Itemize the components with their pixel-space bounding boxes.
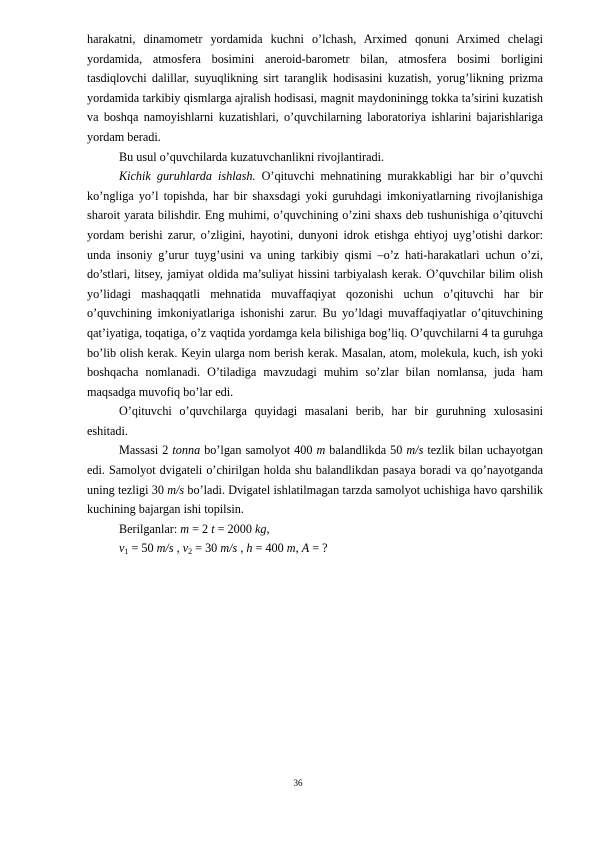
problem-text: balandlikda 50 — [325, 443, 407, 458]
formula-text: , — [173, 541, 183, 556]
body-text — [87, 30, 543, 559]
given-label: Berilganlar: — [119, 521, 181, 536]
page-number: 36 — [293, 778, 303, 788]
paragraph-small-groups — [87, 167, 543, 402]
problem-text: bo’ladi. Dvigatel ishlatilmagan tarzda samolyot uchishiga havo qarshilik kuchining bajargan ishi topilsin. — [87, 482, 544, 517]
formula-text: , — [295, 541, 302, 556]
problem-text: tezlik bilan uchayotgan edi. Samolyot dvigateli o’chirilgan holda shu balandlikdan pasaya boradi va qo’nayotganda uning tezligi 30 — [87, 443, 543, 497]
var-h: h — [246, 541, 253, 556]
values-line — [87, 539, 543, 559]
unit-m-per-s: m/s — [167, 482, 185, 497]
var-v: v — [182, 541, 189, 556]
given-line — [87, 520, 543, 540]
unit-m-per-s: m/s — [156, 541, 174, 556]
paragraph-problem — [87, 441, 543, 519]
subscript-2: 2 — [188, 547, 193, 557]
problem-text: bo’lgan samolyot 400 — [200, 443, 317, 458]
subscript-1: 1 — [124, 547, 129, 557]
paragraph-text: O’qituvchi o’quvchilarga quyidagi masalani berib, har bir guruhning xulosasini eshitadi. — [87, 404, 543, 438]
formula-text: = 50 — [128, 541, 157, 556]
unit-m-per-s: m/s — [220, 541, 238, 556]
paragraph-text: Bu usul o’quvchilarda kuzatuvchanlikni rivojlantiradi. — [119, 149, 385, 164]
unit-m-per-s: m/s — [406, 443, 424, 458]
formula-text: = 30 — [192, 541, 221, 556]
formula-text: = ? — [309, 541, 328, 556]
paragraph-demonstrations — [87, 30, 543, 148]
unit-t: t — [211, 521, 215, 536]
var-m: m — [180, 521, 190, 536]
unit-kg: kg — [254, 521, 267, 536]
formula-text: = 2 — [189, 521, 212, 536]
unit-m: m — [286, 541, 296, 556]
problem-text: Massasi 2 — [119, 443, 173, 458]
paragraph-text: harakatni, dinamometr yordamida kuchni o’lchash, Arximed qonuni Arximed chelagi yordamida, atmosfera bosimini aneroid-barometr bilan, atmosfera bosimi borligini tasdiqlovchi dalillar, suyuqlikning sirt taranglik hodisasini kuzatish, yorug’likning prizma yordamida tarkibiy qismlarga ajralish hodisasi, magnit maydoniningg tokka ta’sirini kuzatish va boshqa namoyishlarni kuzatishlari, o’quvchilarning laboratoriya ishlarini bajarishlariga yordam beradi. — [87, 32, 543, 144]
section-lead-italic: Kichik guruhlarda ishlash. — [119, 169, 256, 184]
var-v: v — [119, 541, 125, 556]
paragraph-text: O’qituvchi mehnatining murakkabligi har bir o’quvchi ko’ngliga yo’l topishda, har bir shaxsdagi yoki guruhdagi imkoniyatlarning rivojlanishiga sharoit yarata bilishdir. Eng muhimi, o’quvchining o’zini shaxs deb tushunishiga o’qituvchi yordam berishi zarur, o’zligini, hayotini, dunyoni idrok etishga ehtiyoj uyg’otishi darkor: unda insoniy g’urur tuyg’usini va uning tarkibiy qismi –o’z hati-harakatlari uchun o’zi, do’stlari, litsey, jamiyat oldida ma’suliyat hissini tarbiyalash kerak. O’quvchilar bilim olish yo’lidagi mashaqqatli mehnatida muvaffaqiyat qozonishi uchun o’qituvchi har bir o’quvchining imkoniyatlariga ishonishi zarur. Bu yo’ldagi muvaffaqiyatlar o’qituvchining qat’iyatiga, toqatiga, o’z vaqtida yordamga kela bilishiga bog’liq. O’quvchilarni 4 ta guruhga bo’lib olish kerak. Keyin ularga nom berish kerak. Masalan, atom, molekula, kuch, ish yoki boshqacha nomlanadi. O’tiladiga mavzudagi muhim so’zlar bilan nomlansa, juda ham maqsadga muvofiq bo’lar edi. — [87, 169, 543, 399]
unit-m: m — [316, 443, 326, 458]
var-a: A — [301, 541, 310, 556]
unit-tonna: tonna — [172, 443, 201, 458]
formula-text: , — [266, 521, 270, 536]
formula-text: = 400 — [252, 541, 287, 556]
paragraph-observation — [87, 148, 543, 168]
formula-text: , — [237, 541, 247, 556]
paragraph-teacher-task — [87, 402, 543, 441]
formula-text: = 2000 — [214, 521, 255, 536]
